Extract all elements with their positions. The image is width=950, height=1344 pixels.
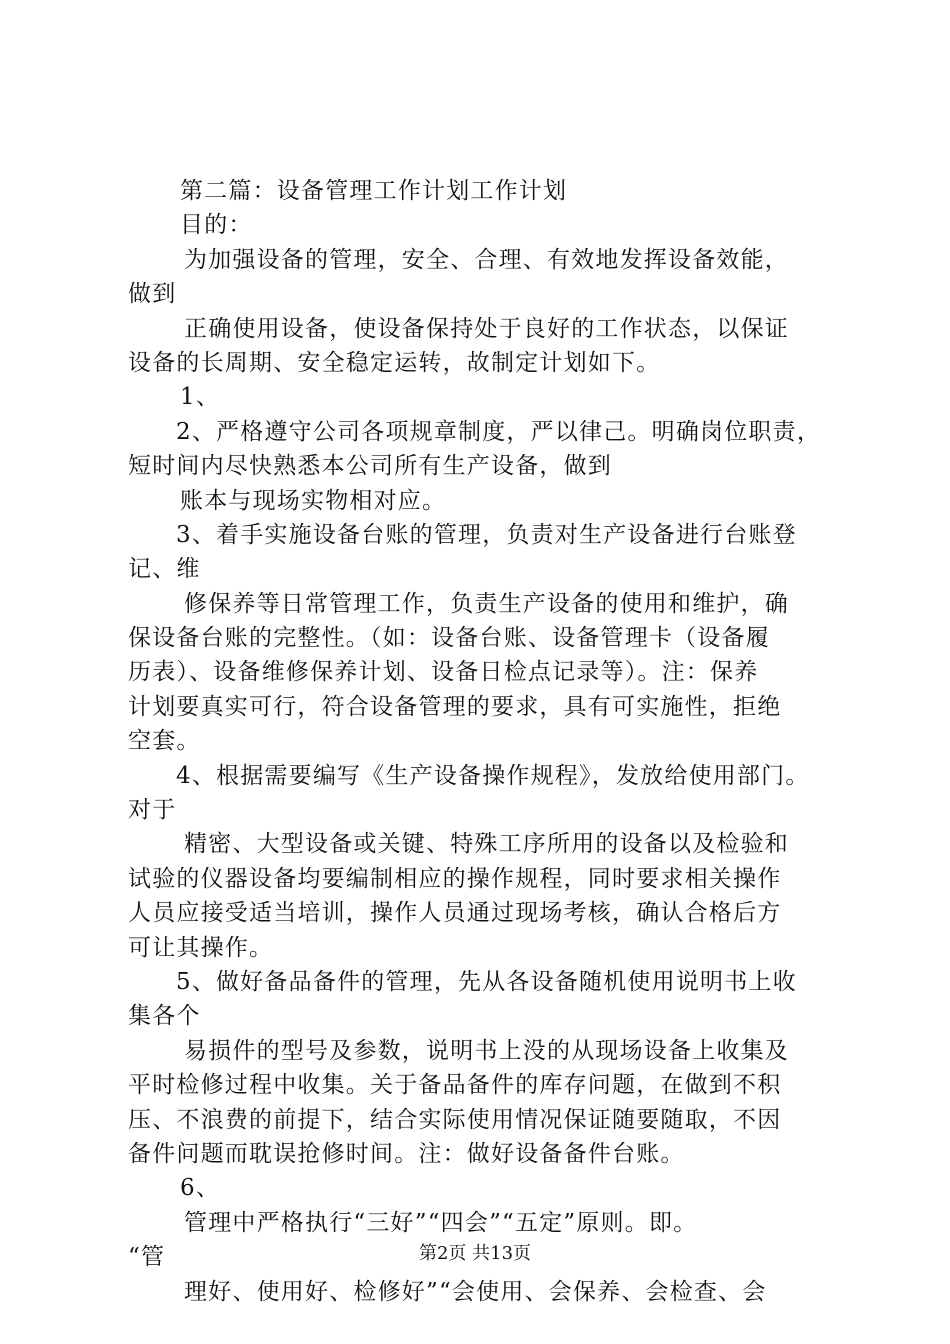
text-line: 可让其操作。	[128, 934, 274, 961]
text-line: 目的：	[180, 212, 253, 239]
text-line: “管	[128, 1244, 166, 1271]
text-line: 为加强设备的管理，安全、合理、有效地发挥设备效能，	[184, 246, 789, 273]
text-line: 修保养等日常管理工作，负责生产设备的使用和维护，确	[184, 590, 789, 617]
text-line: 保设备台账的完整性。（如：设备台账、设备管理卡（设备履	[128, 625, 770, 652]
text-line: 试验的仪器设备均要编制相应的操作规程，同时要求相关操作	[128, 865, 782, 892]
text-line: 备件问题而耽误抢修时间。注：做好设备备件台账。	[128, 1140, 685, 1167]
text-line: 账本与现场实物相对应。	[180, 487, 447, 514]
text-line: 人员应接受适当培训，操作人员通过现场考核，确认合格后方	[128, 900, 782, 927]
text-line: 平时检修过程中收集。关于备品备件的库存问题，在做到不积	[128, 1072, 782, 1099]
text-line: 短时间内尽快熟悉本公司所有生产设备，做到	[128, 453, 612, 480]
text-line: 理好、使用好、检修好”“会使用、会保养、会检查、会	[184, 1278, 767, 1305]
text-line: 3、着手实施设备台账的管理，负责对生产设备进行台账登	[176, 521, 797, 548]
text-line: 5、做好备品备件的管理，先从各设备随机使用说明书上收	[176, 968, 797, 995]
text-line: 正确使用设备，使设备保持处于良好的工作状态，以保证	[184, 315, 789, 342]
text-line: 做到	[128, 281, 177, 308]
text-line: 压、不浪费的前提下，结合实际使用情况保证随要随取，不因	[128, 1106, 782, 1133]
text-line: 空套。	[128, 728, 201, 755]
text-line: 2、严格遵守公司各项规章制度，严以律己。明确岗位职责，	[176, 418, 822, 445]
text-line: 1、	[180, 384, 221, 411]
text-line: 管理中严格执行“三好”“四会”“五定”原则。即。	[184, 1209, 698, 1236]
text-line: 6、	[180, 1175, 221, 1202]
page-number-footer: 第2页 共13页	[418, 1243, 532, 1264]
text-line: 对于	[128, 797, 177, 824]
document-body	[128, 174, 840, 1309]
text-line: 精密、大型设备或关键、特殊工序所用的设备以及检验和	[184, 831, 789, 858]
text-line: 易损件的型号及参数，说明书上没的从现场设备上收集及	[184, 1037, 789, 1064]
text-line: 记、维	[128, 556, 201, 583]
text-line: 第二篇：设备管理工作计划工作计划	[180, 178, 568, 204]
text-line: 设备的长周期、安全稳定运转，故制定计划如下。	[128, 349, 661, 376]
text-line: 计划要真实可行，符合设备管理的要求，具有可实施性，拒绝	[128, 693, 782, 720]
text-line: 4、根据需要编写《生产设备操作规程》，发放给使用部门。	[176, 762, 810, 789]
text-line: 历表）、设备维修保养计划、设备日检点记录等）。注：保养	[128, 659, 759, 686]
text-line: 集各个	[128, 1003, 201, 1030]
